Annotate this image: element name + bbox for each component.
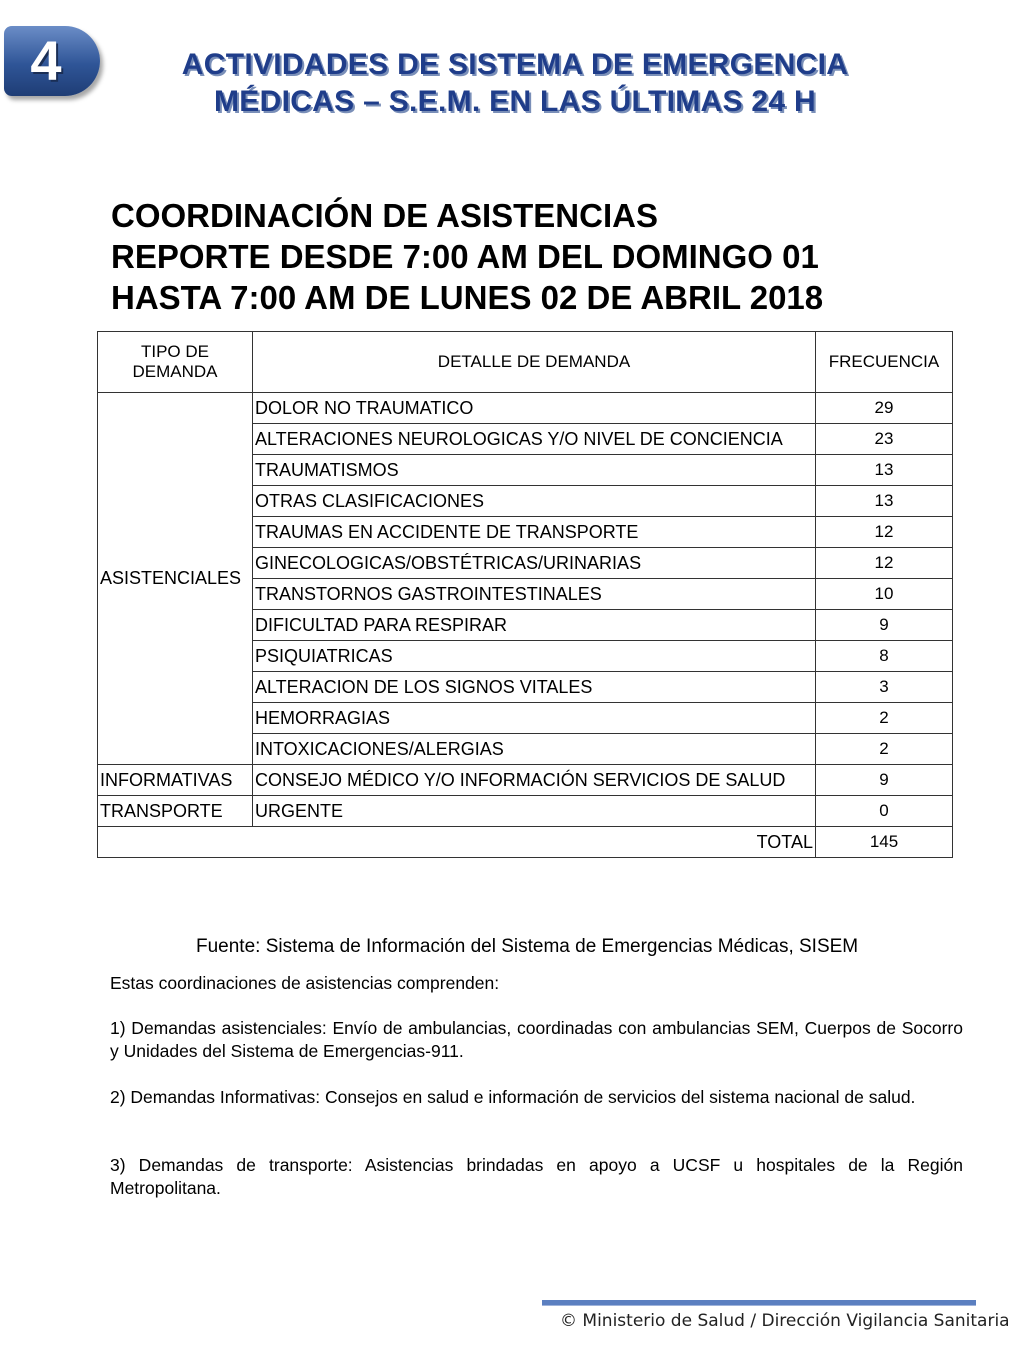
- detalle-cell: INTOXICACIONES/ALERGIAS: [253, 734, 816, 765]
- frecuencia-cell: 23: [816, 424, 953, 455]
- detalle-cell: TRANSTORNOS GASTROINTESTINALES: [253, 579, 816, 610]
- note-item-3: 3) Demandas de transporte: Asistencias brindadas en apoyo a UCSF u hospitales de la Región Metropolitana.: [110, 1155, 963, 1198]
- frecuencia-cell: 29: [816, 393, 953, 424]
- detalle-cell: GINECOLOGICAS/OBSTÉTRICAS/URINARIAS: [253, 548, 816, 579]
- frecuencia-cell: 13: [816, 486, 953, 517]
- note-item-1: 1) Demandas asistenciales: Envío de ambulancias, coordinadas con ambulancias SEM, Cuerpos de Socorro y Unidades del Sistema de Emergencias-911.: [110, 1018, 963, 1061]
- frecuencia-cell: 2: [816, 734, 953, 765]
- detalle-cell: URGENTE: [253, 796, 816, 827]
- detalle-cell: HEMORRAGIAS: [253, 703, 816, 734]
- total-row: [98, 827, 953, 858]
- detalle-cell: CONSEJO MÉDICO Y/O INFORMACIÓN SERVICIOS DE SALUD: [253, 765, 816, 796]
- header-detalle: DETALLE DE DEMANDA: [253, 332, 816, 393]
- detalle-cell: DIFICULTAD PARA RESPIRAR: [253, 610, 816, 641]
- tipo-cell: ASISTENCIALES: [98, 393, 253, 765]
- header-tipo: TIPO DE DEMANDA: [98, 332, 253, 393]
- tipo-cell: INFORMATIVAS: [98, 765, 253, 796]
- frecuencia-cell: 8: [816, 641, 953, 672]
- section-heading-line1: ACTIVIDADES DE SISTEMA DE EMERGENCIA: [181, 48, 849, 81]
- notes-intro: Estas coordinaciones de asistencias comprenden:: [110, 973, 500, 993]
- frecuencia-cell: 2: [816, 703, 953, 734]
- detalle-cell: DOLOR NO TRAUMATICO: [253, 393, 816, 424]
- section-number: 4: [30, 29, 62, 92]
- section-number-badge: [4, 26, 100, 96]
- report-title-line3: HASTA 7:00 AM DE LUNES 02 DE ABRIL 2018: [111, 279, 824, 316]
- detalle-cell: ALTERACIONES NEUROLOGICAS Y/O NIVEL DE CONCIENCIA: [253, 424, 816, 455]
- tipo-cell: TRANSPORTE: [98, 796, 253, 827]
- report-title-line1: COORDINACIÓN DE ASISTENCIAS: [111, 197, 658, 234]
- note-item-2: 2) Demandas Informativas: Consejos en salud e información de servicios del sistema nacional de salud.: [110, 1087, 916, 1107]
- frecuencia-cell: 13: [816, 455, 953, 486]
- detalle-cell: TRAUMATISMOS: [253, 455, 816, 486]
- footer-credit: © Ministerio de Salud / Dirección Vigilancia Sanitaria: [560, 1311, 1010, 1331]
- frecuencia-cell: 10: [816, 579, 953, 610]
- frecuencia-cell: 12: [816, 517, 953, 548]
- detalle-cell: ALTERACION DE LOS SIGNOS VITALES: [253, 672, 816, 703]
- frecuencia-cell: 9: [816, 765, 953, 796]
- frecuencia-cell: 12: [816, 548, 953, 579]
- frecuencia-cell: 9: [816, 610, 953, 641]
- report-title-line2: REPORTE DESDE 7:00 AM DEL DOMINGO 01: [111, 238, 819, 275]
- demand-table: [97, 331, 953, 858]
- detalle-cell: TRAUMAS EN ACCIDENTE DE TRANSPORTE: [253, 517, 816, 548]
- table-row: [98, 765, 953, 796]
- total-value: 145: [816, 827, 953, 858]
- table-row: [98, 796, 953, 827]
- section-heading-line2: MÉDICAS – S.E.M. EN LAS ÚLTIMAS 24 H: [214, 85, 816, 118]
- total-label: TOTAL: [98, 827, 816, 858]
- source-note: Fuente: Sistema de Información del Sistema de Emergencias Médicas, SISEM: [196, 936, 859, 957]
- frecuencia-cell: 3: [816, 672, 953, 703]
- detalle-cell: OTRAS CLASIFICACIONES: [253, 486, 816, 517]
- frecuencia-cell: 0: [816, 796, 953, 827]
- table-row: [98, 393, 953, 424]
- detalle-cell: PSIQUIATRICAS: [253, 641, 816, 672]
- footer-divider: [542, 1300, 976, 1306]
- header-frecuencia: FRECUENCIA: [816, 332, 953, 393]
- table-header-row: [98, 332, 953, 393]
